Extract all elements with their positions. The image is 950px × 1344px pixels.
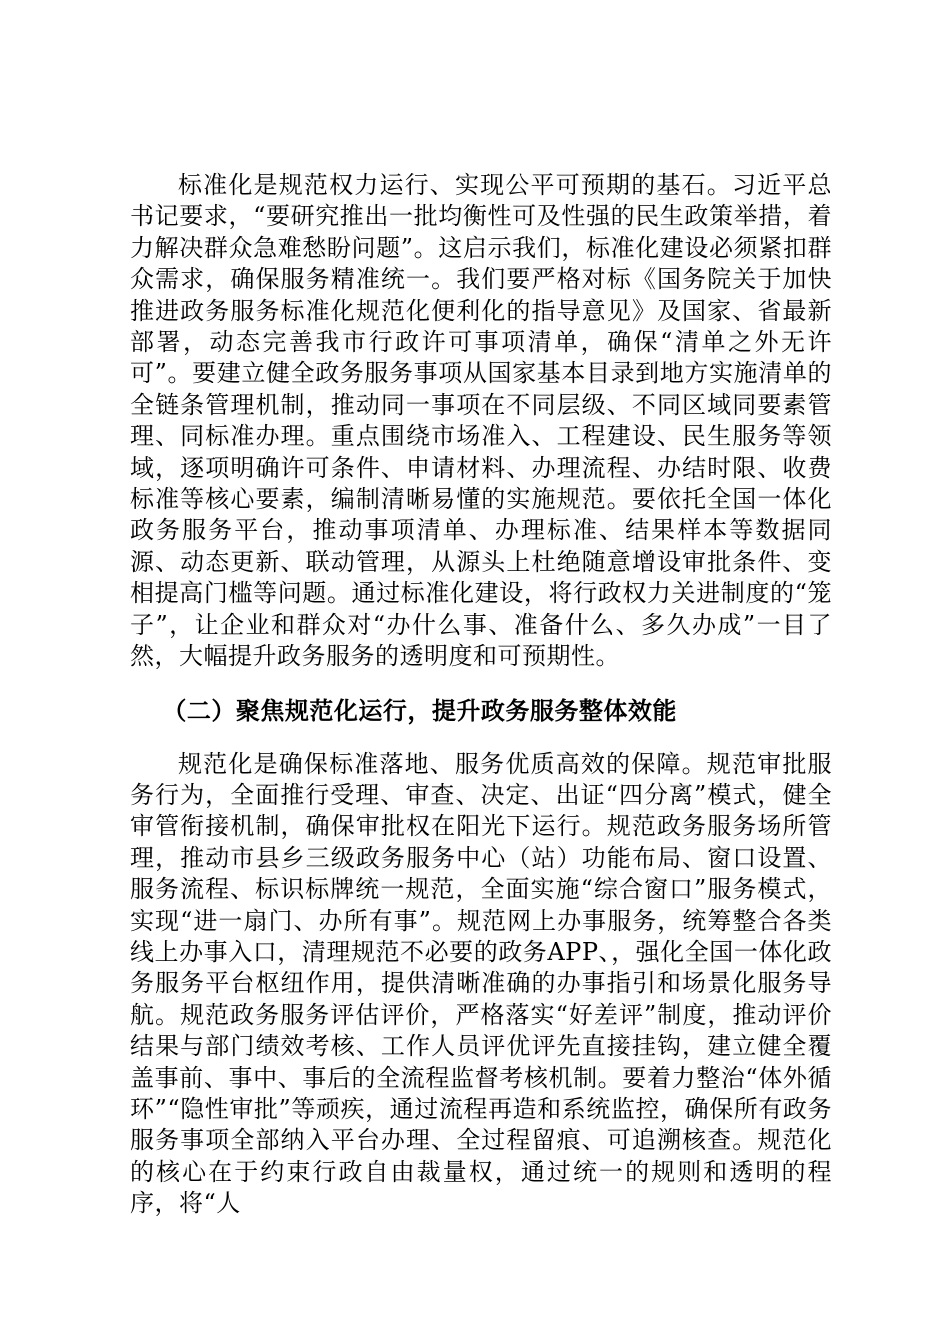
body-paragraph: 规范化是确保标准落地、服务优质高效的保障。规范审批服务行为，全面推行受理、审查、决定、出证“四分离”模式，健全审管衔接机制，确保审批权在阳光下运行。规范政务服务场所管理，推动市县乡三级政务服务中心（站）功能布局、窗口设置、服务流程、标识标牌统一规范，全面实施“综合窗口”服务模式，实现“进一扇门、办所有事”。规范网上办事服务，统筹整合各类线上办事入口，清理规范不必要的政务APP、，强化全国一体化政务服务平台枢纽作用，提供清晰准确的办事指引和场景化服务导航。规范政务服务评估评价，严格落实“好差评”制度，推动评价结果与部门绩效考核、工作人员评优评先直接挂钩，建立健全覆盖事前、事中、事后的全流程监督考核机制。要着力整治“体外循环”“隐性审批”等顽疾，通过流程再造和系统监控，确保所有政务服务事项全部纳入平台办理、全过程留痕、可追溯核查。规范化的核心在于约束行政自由裁量权，通过统一的规则和透明的程序，将“人 [130,749,832,1218]
section-heading: （二）聚焦规范化运行，提升政务服务整体效能 [162,696,677,725]
body-paragraph: 标准化是规范权力运行、实现公平可预期的基石。习近平总书记要求，“要研究推出一批均衡性可及性强的民生政策举措，着力解决群众急难愁盼问题”。这启示我们，标准化建设必须紧扣群众需求，确保服务精准统一。我们要严格对标《国务院关于加快推进政务服务标准化规范化便利化的指导意见》及国家、省最新部署，动态完善我市行政许可事项清单，确保“清单之外无许可”。要建立健全政务服务事项从国家基本目录到地方实施清单的全链条管理机制，推动同一事项在不同层级、不同区域同要素管理、同标准办理。重点围绕市场准入、工程建设、民生服务等领域，逐项明确许可条件、申请材料、办理流程、办结时限、收费标准等核心要素，编制清晰易懂的实施规范。要依托全国一体化政务服务平台，推动事项清单、办理标准、结果样本等数据同源、动态更新、联动管理，从源头上杜绝随意增设审批条件、变相提高门槛等问题。通过标准化建设，将行政权力关进制度的“笼子”，让企业和群众对“办什么事、准备什么、多久办成”一目了然，大幅提升政务服务的透明度和可预期性。 [130,171,832,671]
document-body [130,170,832,1220]
